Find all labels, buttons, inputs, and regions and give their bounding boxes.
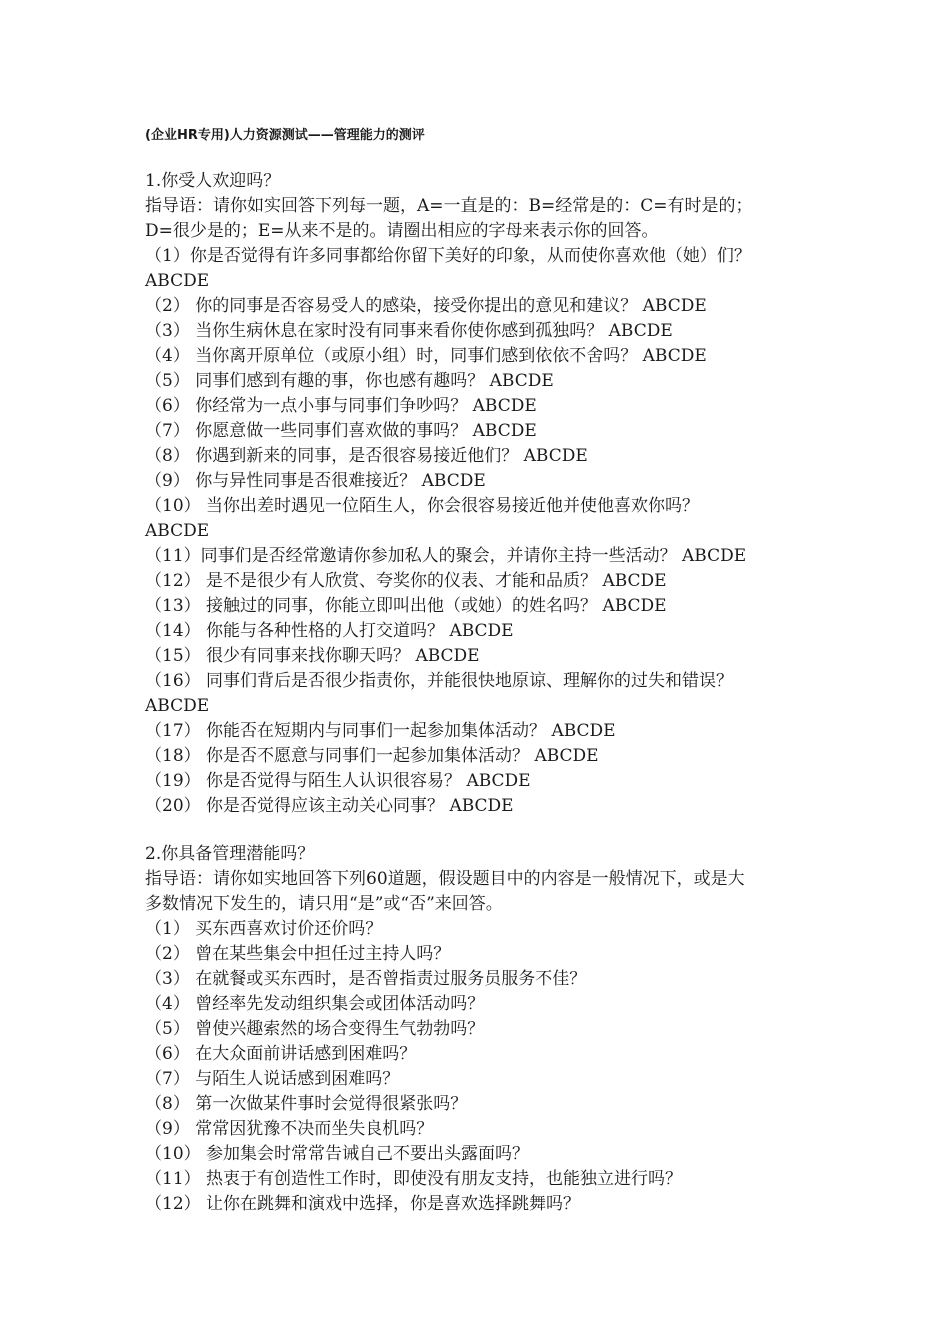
instruction-text: 指导语：请你如实地回答下列60道题，假设题目中的内容是一般情况下，或是大 (145, 869, 745, 889)
question-item: （10） 当你出差时遇见一位陌生人，你会很容易接近他并使他喜欢你吗？ (145, 496, 700, 516)
document-title: (企业HR专用)人力资源测试——管理能力的测评 (145, 128, 425, 143)
answer-options: ABCDE (145, 271, 210, 291)
question-item: （1）你是否觉得有许多同事都给你留下美好的印象，从而使你喜欢他（她）们？ (145, 246, 751, 266)
section-popularity (145, 169, 815, 819)
question-item: （12） 是不是很少有人欣赏、夸奖你的仪表、才能和品质？ ABCDE (145, 571, 667, 591)
section-management-potential (145, 842, 815, 1217)
question-item: （14） 你能与各种性格的人打交道吗？ ABCDE (145, 621, 514, 641)
question-item: （16） 同事们背后是否很少指责你，并能很快地原谅、理解你的过失和错误？ (145, 671, 734, 691)
question-item: （4） 曾经率先发动组织集会或团体活动吗？ (145, 994, 485, 1014)
question-item: （10） 参加集会时常常告诫自己不要出头露面吗？ (145, 1144, 530, 1164)
question-item: （12） 让你在跳舞和演戏中选择，你是喜欢选择跳舞吗？ (145, 1194, 581, 1214)
question-item: （5） 同事们感到有趣的事，你也感有趣吗？ ABCDE (145, 371, 554, 391)
question-item: （6） 你经常为一点小事与同事们争吵吗？ ABCDE (145, 396, 537, 416)
question-item: （8） 你遇到新来的同事，是否很容易接近他们？ ABCDE (145, 446, 588, 466)
section-heading: 2.你具备管理潜能吗？ (145, 844, 315, 864)
question-item: （2） 你的同事是否容易受人的感染，接受你提出的意见和建议？ ABCDE (145, 296, 707, 316)
question-item: （11）同事们是否经常邀请你参加私人的聚会，并请你主持一些活动？ ABCDE (145, 546, 747, 566)
question-item: （9） 你与异性同事是否很难接近？ ABCDE (145, 471, 486, 491)
question-item: （3） 在就餐或买东西时，是否曾指责过服务员服务不佳？ (145, 969, 587, 989)
instruction-text: D=很少是的；E=从来不是的。请圈出相应的字母来表示你的回答。 (145, 221, 659, 241)
instruction-text: 多数情况下发生的，请只用“是”或“否”来回答。 (145, 894, 503, 914)
question-item: （15） 很少有同事来找你聊天吗？ ABCDE (145, 646, 480, 666)
question-item: （7） 你愿意做一些同事们喜欢做的事吗？ ABCDE (145, 421, 537, 441)
question-item: （20） 你是否觉得应该主动关心同事？ ABCDE (145, 796, 514, 816)
question-item: （11） 热衷于有创造性工作时，即使没有朋友支持，也能独立进行吗？ (145, 1169, 683, 1189)
question-item: （5） 曾使兴趣索然的场合变得生气勃勃吗？ (145, 1019, 485, 1039)
question-item: （9） 常常因犹豫不决而坐失良机吗？ (145, 1119, 434, 1139)
question-item: （18） 你是否不愿意与同事们一起参加集体活动？ ABCDE (145, 746, 599, 766)
answer-options: ABCDE (145, 696, 210, 716)
instruction-text: 指导语：请你如实回答下列每一题，A=一直是的：B=经常是的：C=有时是的； (145, 196, 753, 216)
section-heading: 1.你受人欢迎吗？ (145, 171, 281, 191)
question-item: （7） 与陌生人说话感到困难吗？ (145, 1069, 400, 1089)
question-item: （13） 接触过的同事，你能立即叫出他（或她）的姓名吗？ ABCDE (145, 596, 667, 616)
question-item: （2） 曾在某些集会中担任过主持人吗？ (145, 944, 451, 964)
question-item: （17） 你能否在短期内与同事们一起参加集体活动？ ABCDE (145, 721, 616, 741)
question-item: （19） 你是否觉得与陌生人认识很容易？ ABCDE (145, 771, 531, 791)
answer-options: ABCDE (145, 521, 210, 541)
question-item: （6） 在大众面前讲话感到困难吗？ (145, 1044, 417, 1064)
question-item: （4） 当你离开原单位（或原小组）时，同事们感到依依不舍吗？ ABCDE (145, 346, 707, 366)
question-item: （3） 当你生病休息在家时没有同事来看你使你感到孤独吗？ ABCDE (145, 321, 673, 341)
question-item: （1） 买东西喜欢讨价还价吗？ (145, 919, 383, 939)
question-item: （8） 第一次做某件事时会觉得很紧张吗？ (145, 1094, 468, 1114)
